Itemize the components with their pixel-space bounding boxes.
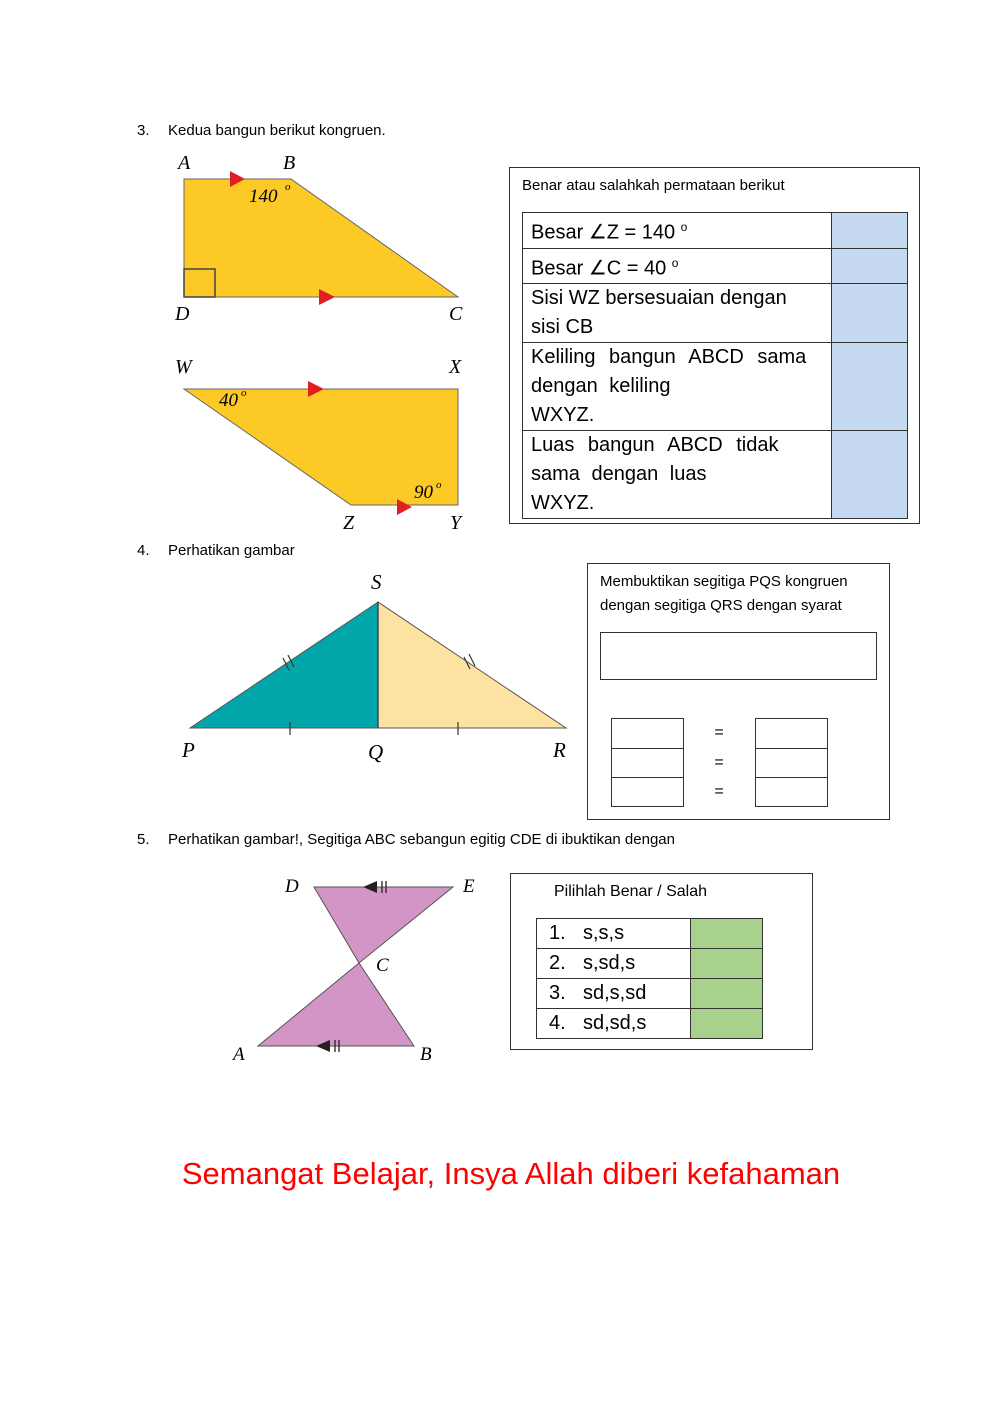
angle-y-value: 90 — [414, 482, 433, 503]
figure-quadrilaterals — [165, 148, 495, 538]
label-a: A — [233, 1044, 245, 1065]
figure-triangles-abc-cde — [225, 870, 490, 1070]
label-y: Y — [450, 512, 462, 534]
answer-cell-5[interactable] — [832, 431, 908, 519]
q5-box-title: Pilihlah Benar / Salah — [554, 883, 707, 900]
option-4: 4. sd,sd,s — [537, 1009, 691, 1039]
question-5-number: 5. — [137, 831, 150, 848]
option-2: 2. s,sd,s — [537, 949, 691, 979]
table-row — [523, 431, 908, 519]
label-d: D — [285, 876, 299, 897]
angle-w-degree: o — [241, 387, 247, 399]
q4-proof-box — [587, 563, 890, 820]
option-answer-1[interactable] — [690, 919, 763, 949]
question-3-text: Kedua bangun berikut kongruen. — [168, 122, 386, 139]
triangle-abc — [258, 963, 414, 1046]
q4-box-line1: Membuktikan segitiga PQS kongruen — [600, 573, 848, 590]
figure-triangles-pqs-qrs — [170, 565, 580, 775]
label-b: B — [420, 1044, 432, 1065]
left-input-2[interactable] — [611, 748, 684, 778]
label-s: S — [371, 570, 382, 594]
q3-box-title: Benar atau salahkah permataan berikut — [522, 177, 785, 194]
table-row — [523, 284, 908, 343]
table-row — [537, 919, 763, 949]
equals-sign-2: = — [714, 754, 724, 771]
q3-statement-table — [522, 212, 908, 519]
footer-motivation: Semangat Belajar, Insya Allah diberi kefahaman — [181, 1156, 841, 1191]
label-r: R — [553, 738, 566, 762]
question-4-number: 4. — [137, 542, 150, 559]
statement-4: Keliling bangun ABCD sama dengan keliling WXYZ. — [523, 343, 832, 431]
table-row — [523, 248, 908, 284]
question-3-number: 3. — [137, 122, 150, 139]
left-input-3[interactable] — [611, 777, 684, 807]
equals-sign-3: = — [714, 783, 724, 800]
statement-3: Sisi WZ bersesuaian dengan sisi CB — [523, 284, 832, 343]
question-4-text: Perhatikan gambar — [168, 542, 295, 559]
table-row — [537, 979, 763, 1009]
angle-w-value: 40 — [219, 390, 238, 411]
angle-b-value: 140 — [249, 186, 278, 207]
label-e: E — [463, 876, 475, 897]
label-d: D — [175, 303, 190, 325]
right-input-3[interactable] — [755, 777, 828, 807]
statement-2: Besar ∠C = 40 $^o$ — [523, 248, 832, 284]
label-c: C — [449, 303, 463, 325]
equals-sign-1: = — [714, 724, 724, 741]
label-w: W — [175, 356, 192, 378]
statement-1: Besar ∠Z = 140 $^o$ — [523, 213, 832, 249]
question-5-text: Perhatikan gambar!, Segitiga ABC sebangun egitig CDE di ibuktikan dengan — [168, 831, 675, 848]
table-row — [537, 1009, 763, 1039]
option-answer-3[interactable] — [690, 979, 763, 1009]
table-row — [537, 949, 763, 979]
shape-abcd — [184, 179, 458, 297]
label-x: X — [449, 356, 462, 378]
option-answer-2[interactable] — [690, 949, 763, 979]
answer-cell-2[interactable] — [832, 248, 908, 284]
right-input-1[interactable] — [755, 718, 828, 749]
triangle-cde — [314, 887, 453, 963]
right-input-2[interactable] — [755, 748, 828, 778]
q3-statement-box — [509, 167, 920, 524]
answer-cell-3[interactable] — [832, 284, 908, 343]
table-row — [523, 213, 908, 249]
triangle-pqs — [190, 602, 378, 728]
angle-b-degree: o — [285, 181, 291, 193]
label-p: P — [182, 738, 195, 762]
triangle-qrs — [378, 602, 566, 728]
option-3: 3. sd,s,sd — [537, 979, 691, 1009]
label-a: A — [178, 152, 191, 174]
q5-options-table — [536, 918, 763, 1039]
option-1: 1. s,s,s — [537, 919, 691, 949]
option-answer-4[interactable] — [690, 1009, 763, 1039]
label-q: Q — [368, 740, 384, 764]
label-z: Z — [343, 512, 355, 534]
answer-cell-1[interactable] — [832, 213, 908, 249]
statement-5: Luas bangun ABCD tidak sama dengan luas WXYZ. — [523, 431, 832, 519]
label-b: B — [283, 152, 296, 174]
label-c: C — [376, 955, 389, 976]
answer-cell-4[interactable] — [832, 343, 908, 431]
table-row — [523, 343, 908, 431]
condition-input[interactable] — [600, 632, 877, 680]
q4-box-line2: dengan segitiga QRS dengan syarat — [600, 597, 842, 614]
left-input-1[interactable] — [611, 718, 684, 749]
angle-y-degree: o — [436, 479, 442, 491]
q5-choice-box — [510, 873, 813, 1050]
